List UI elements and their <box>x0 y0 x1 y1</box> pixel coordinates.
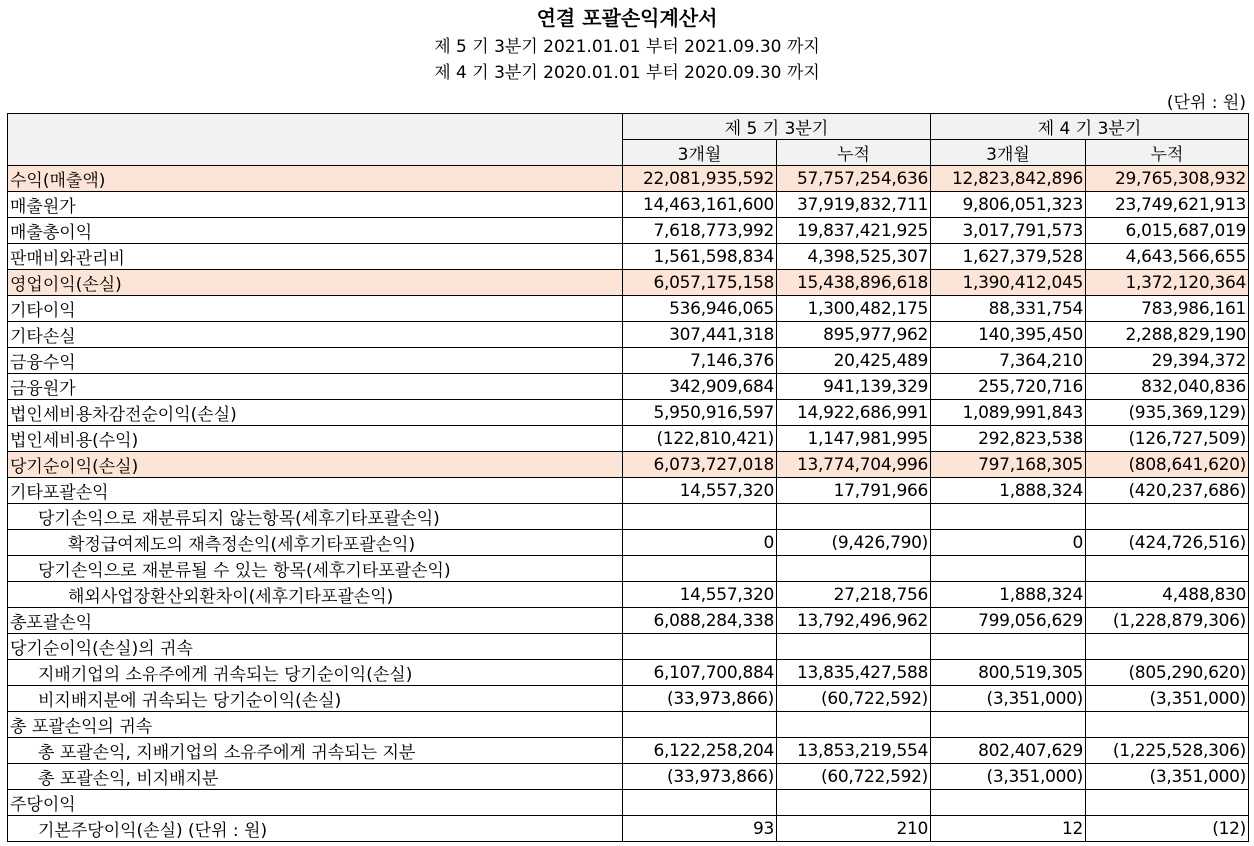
value-cell: 536,946,065 <box>623 296 777 322</box>
table-row <box>8 348 1249 374</box>
table-row <box>8 712 1249 738</box>
table-row <box>8 582 1249 608</box>
table-row <box>8 244 1249 270</box>
table-row <box>8 218 1249 244</box>
row-label: 당기순이익(손실)의 귀속 <box>8 634 623 660</box>
value-cell: (3,351,000) <box>1086 686 1249 712</box>
value-cell: 6,088,284,338 <box>623 608 777 634</box>
document-title: 연결 포괄손익계산서 <box>536 6 718 30</box>
value-cell <box>931 790 1086 816</box>
value-cell: (60,722,592) <box>777 686 931 712</box>
value-cell: (808,641,620) <box>1086 452 1249 478</box>
value-cell: 88,331,754 <box>931 296 1086 322</box>
value-cell: 4,643,566,655 <box>1086 244 1249 270</box>
value-cell: (33,973,866) <box>623 686 777 712</box>
value-cell: 1,300,482,175 <box>777 296 931 322</box>
value-cell <box>777 634 931 660</box>
value-cell <box>931 634 1086 660</box>
row-label: 기타손실 <box>8 322 623 348</box>
value-cell: 832,040,836 <box>1086 374 1249 400</box>
table-row <box>8 296 1249 322</box>
value-cell: 57,757,254,636 <box>777 166 931 192</box>
value-cell: 6,057,175,158 <box>623 270 777 296</box>
value-cell: 14,557,320 <box>623 582 777 608</box>
header-current-cum: 누적 <box>777 140 931 166</box>
value-cell <box>623 556 777 582</box>
value-cell: 12,823,842,896 <box>931 166 1086 192</box>
table-row <box>8 816 1249 842</box>
value-cell: 13,853,219,554 <box>777 738 931 764</box>
value-cell: 13,835,427,588 <box>777 660 931 686</box>
value-cell <box>1086 634 1249 660</box>
row-label: 당기손익으로 재분류될 수 있는 항목(세후기타포괄손익) <box>8 556 623 582</box>
table-row <box>8 504 1249 530</box>
value-cell <box>931 504 1086 530</box>
value-cell: 2,288,829,190 <box>1086 322 1249 348</box>
value-cell: 23,749,621,913 <box>1086 192 1249 218</box>
value-cell <box>623 712 777 738</box>
value-cell: 292,823,538 <box>931 426 1086 452</box>
value-cell: 13,774,704,996 <box>777 452 931 478</box>
table-row <box>8 530 1249 556</box>
row-label: 판매비와관리비 <box>8 244 623 270</box>
value-cell <box>1086 504 1249 530</box>
header-account <box>8 114 623 166</box>
header-current-period: 제 5 기 3분기 <box>623 114 931 140</box>
row-label: 해외사업장환산외환차이(세후기타포괄손익) <box>8 582 623 608</box>
row-label: 비지배지분에 귀속되는 당기순이익(손실) <box>8 686 623 712</box>
value-cell: (805,290,620) <box>1086 660 1249 686</box>
header-prior-period: 제 4 기 3분기 <box>931 114 1249 140</box>
value-cell: 14,463,161,600 <box>623 192 777 218</box>
unit-label: (단위 : 원) <box>1166 93 1246 113</box>
value-cell: (1,228,879,306) <box>1086 608 1249 634</box>
value-cell: 895,977,962 <box>777 322 931 348</box>
value-cell: 12 <box>931 816 1086 842</box>
row-label: 금융수익 <box>8 348 623 374</box>
value-cell: 4,398,525,307 <box>777 244 931 270</box>
row-label: 매출원가 <box>8 192 623 218</box>
value-cell <box>1086 556 1249 582</box>
header-prior-3m: 3개월 <box>931 140 1086 166</box>
value-cell: (12) <box>1086 816 1249 842</box>
value-cell: 20,425,489 <box>777 348 931 374</box>
value-cell: 783,986,161 <box>1086 296 1249 322</box>
value-cell: (424,726,516) <box>1086 530 1249 556</box>
row-label: 총 포괄손익의 귀속 <box>8 712 623 738</box>
table-body <box>8 166 1249 842</box>
value-cell: (3,351,000) <box>1086 764 1249 790</box>
value-cell: (122,810,421) <box>623 426 777 452</box>
value-cell: (60,722,592) <box>777 764 931 790</box>
header-row-periods <box>8 114 1249 140</box>
row-label: 주당이익 <box>8 790 623 816</box>
value-cell: 27,218,756 <box>777 582 931 608</box>
value-cell <box>777 712 931 738</box>
value-cell: 1,390,412,045 <box>931 270 1086 296</box>
table-row <box>8 738 1249 764</box>
table-row <box>8 790 1249 816</box>
table-row <box>8 660 1249 686</box>
value-cell: 140,395,450 <box>931 322 1086 348</box>
value-cell: 37,919,832,711 <box>777 192 931 218</box>
table-row <box>8 764 1249 790</box>
income-statement-table <box>7 113 1249 842</box>
row-label: 영업이익(손실) <box>8 270 623 296</box>
row-label: 지배기업의 소유주에게 귀속되는 당기순이익(손실) <box>8 660 623 686</box>
table-row <box>8 608 1249 634</box>
value-cell: 4,488,830 <box>1086 582 1249 608</box>
value-cell: 1,888,324 <box>931 478 1086 504</box>
header-current-3m: 3개월 <box>623 140 777 166</box>
value-cell: 941,139,329 <box>777 374 931 400</box>
value-cell: 210 <box>777 816 931 842</box>
value-cell: 342,909,684 <box>623 374 777 400</box>
value-cell <box>777 556 931 582</box>
period-current: 제 5 기 3분기 2021.01.01 부터 2021.09.30 까지 <box>434 37 820 57</box>
row-label: 기본주당이익(손실) (단위 : 원) <box>8 816 623 842</box>
value-cell <box>623 634 777 660</box>
value-cell: 0 <box>931 530 1086 556</box>
row-label: 법인세비용차감전순이익(손실) <box>8 400 623 426</box>
row-label: 기타이익 <box>8 296 623 322</box>
table-row <box>8 270 1249 296</box>
value-cell <box>623 790 777 816</box>
row-label: 총 포괄손익, 지배기업의 소유주에게 귀속되는 지분 <box>8 738 623 764</box>
table-row <box>8 374 1249 400</box>
row-label: 당기손익으로 재분류되지 않는항목(세후기타포괄손익) <box>8 504 623 530</box>
table-row <box>8 400 1249 426</box>
value-cell: (420,237,686) <box>1086 478 1249 504</box>
value-cell: 13,792,496,962 <box>777 608 931 634</box>
value-cell <box>931 712 1086 738</box>
value-cell: 3,017,791,573 <box>931 218 1086 244</box>
value-cell: 7,618,773,992 <box>623 218 777 244</box>
value-cell: 1,561,598,834 <box>623 244 777 270</box>
row-label: 기타포괄손익 <box>8 478 623 504</box>
row-label: 당기순이익(손실) <box>8 452 623 478</box>
value-cell: 29,394,372 <box>1086 348 1249 374</box>
value-cell <box>931 556 1086 582</box>
table-row <box>8 686 1249 712</box>
value-cell: 1,372,120,364 <box>1086 270 1249 296</box>
value-cell: (3,351,000) <box>931 764 1086 790</box>
value-cell: 1,147,981,995 <box>777 426 931 452</box>
value-cell: 1,089,991,843 <box>931 400 1086 426</box>
value-cell: (33,973,866) <box>623 764 777 790</box>
value-cell <box>623 504 777 530</box>
value-cell: 22,081,935,592 <box>623 166 777 192</box>
row-label: 총 포괄손익, 비지배지분 <box>8 764 623 790</box>
table-row <box>8 634 1249 660</box>
value-cell: 1,627,379,528 <box>931 244 1086 270</box>
value-cell: 307,441,318 <box>623 322 777 348</box>
row-label: 수익(매출액) <box>8 166 623 192</box>
value-cell: 799,056,629 <box>931 608 1086 634</box>
table-row <box>8 192 1249 218</box>
value-cell: (126,727,509) <box>1086 426 1249 452</box>
value-cell: 6,015,687,019 <box>1086 218 1249 244</box>
value-cell: 29,765,308,932 <box>1086 166 1249 192</box>
value-cell: 0 <box>623 530 777 556</box>
value-cell: 255,720,716 <box>931 374 1086 400</box>
table-row <box>8 556 1249 582</box>
value-cell <box>1086 790 1249 816</box>
value-cell: 797,168,305 <box>931 452 1086 478</box>
value-cell: 7,146,376 <box>623 348 777 374</box>
value-cell: 800,519,305 <box>931 660 1086 686</box>
value-cell: (1,225,528,306) <box>1086 738 1249 764</box>
value-cell <box>1086 712 1249 738</box>
value-cell: 9,806,051,323 <box>931 192 1086 218</box>
value-cell: (9,426,790) <box>777 530 931 556</box>
value-cell <box>777 790 931 816</box>
value-cell: 6,073,727,018 <box>623 452 777 478</box>
header-prior-cum: 누적 <box>1086 140 1249 166</box>
period-prior: 제 4 기 3분기 2020.01.01 부터 2020.09.30 까지 <box>434 63 820 83</box>
value-cell <box>777 504 931 530</box>
value-cell: 5,950,916,597 <box>623 400 777 426</box>
table-row <box>8 322 1249 348</box>
value-cell: (3,351,000) <box>931 686 1086 712</box>
row-label: 확정급여제도의 재측정손익(세후기타포괄손익) <box>8 530 623 556</box>
row-label: 매출총이익 <box>8 218 623 244</box>
value-cell: 6,107,700,884 <box>623 660 777 686</box>
row-label: 금융원가 <box>8 374 623 400</box>
value-cell: 6,122,258,204 <box>623 738 777 764</box>
value-cell: 7,364,210 <box>931 348 1086 374</box>
table-row <box>8 426 1249 452</box>
table-row <box>8 452 1249 478</box>
value-cell: (935,369,129) <box>1086 400 1249 426</box>
value-cell: 14,557,320 <box>623 478 777 504</box>
value-cell: 19,837,421,925 <box>777 218 931 244</box>
row-label: 총포괄손익 <box>8 608 623 634</box>
value-cell: 14,922,686,991 <box>777 400 931 426</box>
value-cell: 1,888,324 <box>931 582 1086 608</box>
value-cell: 15,438,896,618 <box>777 270 931 296</box>
table-row <box>8 478 1249 504</box>
value-cell: 802,407,629 <box>931 738 1086 764</box>
value-cell: 93 <box>623 816 777 842</box>
value-cell: 17,791,966 <box>777 478 931 504</box>
row-label: 법인세비용(수익) <box>8 426 623 452</box>
table-row <box>8 166 1249 192</box>
